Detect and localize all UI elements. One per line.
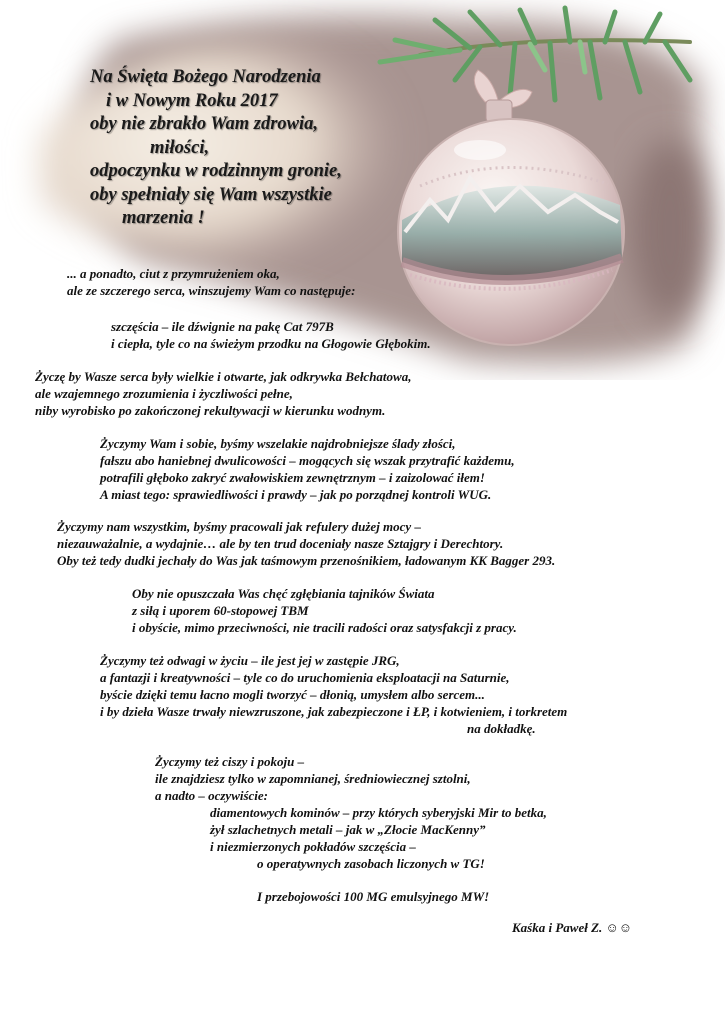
wish-line: byście dzięki temu łacno mogli tworzyć – dłonią, umysłem albo sercem... bbox=[100, 687, 485, 702]
wish-line: Życzymy też odwagi w życiu – ile jest jej w zastępie JRG, bbox=[100, 653, 400, 668]
wish-line: Życzymy nam wszystkim, byśmy pracowali jak refulery dużej mocy – bbox=[57, 519, 421, 534]
ornament-ball-icon bbox=[398, 119, 624, 345]
heading-line: odpoczynku w rodzinnym gronie, bbox=[90, 161, 342, 181]
signature: Kaśka i Paweł Z. ☺☺ bbox=[512, 920, 633, 935]
wish-line: niezauważalnie, a wydajnie… ale by ten trud doceniały nasze Sztajgry i Derechtory. bbox=[57, 536, 504, 551]
wish-line: A miast tego: sprawiedliwości i prawdy – jak po porządnej kontroli WUG. bbox=[100, 487, 492, 502]
wish-line: diamentowych kominów – przy których syberyjski Mir to betka, bbox=[210, 805, 547, 820]
wish-line: Życzymy Wam i sobie, byśmy wszelakie najdrobniejsze ślady złości, bbox=[100, 436, 456, 451]
wish-line: potrafili głęboko zakryć zwałowiskiem zewnętrznym – i zaizolować iłem! bbox=[100, 470, 485, 485]
wish-line: o operatywnych zasobach liczonych w TG! bbox=[257, 856, 485, 871]
wish-line: szczęścia – ile dźwignie na pakę Cat 797B bbox=[111, 319, 334, 334]
wish-line: Oby też tedy dudki jechały do Was jak taśmowym przenośnikiem, ładowanym KK Bagger 293. bbox=[57, 553, 556, 568]
wish-line: z siłą i uporem 60-stopowej TBM bbox=[132, 603, 309, 618]
closing-line: I przebojowości 100 MG emulsyjnego MW! bbox=[257, 889, 490, 904]
wish-line: i by dzieła Wasze trwały niewzruszone, jak zabezpieczone i ŁP, i kotwieniem, i torkretem bbox=[100, 704, 568, 719]
wish-line: na dokładkę. bbox=[467, 721, 536, 736]
heading-line: i w Nowym Roku 2017 bbox=[106, 90, 278, 111]
heading-line: Na Święta Bożego Narodzenia bbox=[90, 67, 321, 87]
intro-line: ale ze szczerego serca, winszujemy Wam co następuje: bbox=[67, 283, 356, 298]
wish-line: i ciepła, tyle co na świeżym przodku na Głogowie Głębokim. bbox=[111, 336, 431, 351]
wish-line: a nadto – oczywiście: bbox=[155, 788, 269, 803]
intro-line: ... a ponadto, ciut z przymrużeniem oka, bbox=[67, 266, 280, 281]
wish-line: ale wzajemnego zrozumienia i życzliwości pełne, bbox=[35, 386, 293, 401]
wish-line: ile znajdziesz tylko w zapomnianej, średniowiecznej sztolni, bbox=[155, 771, 471, 786]
wish-line: i niezmierzonych pokładów szczęścia – bbox=[210, 839, 416, 854]
wish-line: a fantazji i kreatywności – tyle co do uruchomienia eksploatacji na Saturnie, bbox=[100, 670, 510, 685]
wish-line: Oby nie opuszczała Was chęć zgłębiania tajników Świata bbox=[132, 586, 435, 601]
wish-line: i obyście, mimo przeciwności, nie tracili radości oraz satysfakcji z pracy. bbox=[132, 620, 517, 635]
wish-line: Życzymy też ciszy i pokoju – bbox=[155, 754, 305, 769]
heading-line: oby nie zbrakło Wam zdrowia, bbox=[90, 114, 319, 134]
wish-line: żył szlachetnych metali – jak w „Złocie MacKenny” bbox=[210, 822, 486, 837]
wish-line: fałszu abo haniebnej dwulicowości – mogących się wszak przytrafić każdemu, bbox=[100, 453, 515, 468]
wish-line: Życzę by Wasze serca były wielkie i otwarte, jak odkrywka Bełchatowa, bbox=[35, 369, 412, 384]
heading-line: miłości, bbox=[150, 137, 210, 158]
greeting-heading bbox=[90, 66, 342, 231]
wish-line: niby wyrobisko po zakończonej rekultywacji w kierunku wodnym. bbox=[35, 403, 386, 418]
heading-line: oby spełniały się Wam wszystkie bbox=[90, 184, 332, 205]
heading-line: marzenia ! bbox=[122, 208, 205, 228]
